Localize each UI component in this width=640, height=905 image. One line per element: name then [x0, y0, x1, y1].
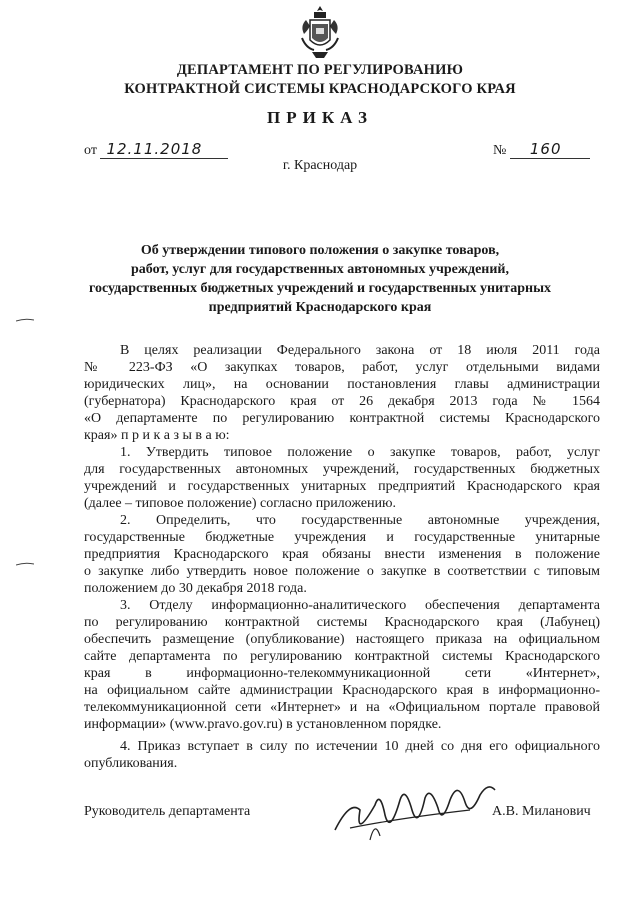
subject-line: государственных бюджетных учреждений и государственных унитарных [88, 281, 551, 296]
number-value: 160 [510, 140, 590, 159]
margin-mark [16, 562, 34, 566]
body-line: (губернатора) Краснодарского края от 26 декабря 2013 года № 1564 [84, 394, 600, 409]
subject-line: работ, услуг для государственных автономных учреждений, [131, 262, 509, 277]
department-name-line2: КОНТРАКТНОЙ СИСТЕМЫ КРАСНОДАРСКОГО КРАЯ [124, 81, 516, 97]
body-line: государственные бюджетные учреждения и государственные унитарные [84, 530, 600, 545]
city: г. Краснодар [282, 158, 358, 173]
number-prefix: № [493, 143, 507, 158]
body-line: о закупке либо утвердить новое положение о закупке в соответствии с типовым [84, 564, 600, 579]
body-line: 3. Отделу информационно-аналитического обеспечения департамента [120, 598, 600, 613]
body-line: 2. Определить, что государственные автономные учреждения, [120, 513, 600, 528]
body-line: информации» (www.pravo.gov.ru) в установленном порядке. [84, 717, 442, 732]
signatory-name: А.В. Миланович [492, 804, 591, 819]
signatory-position: Руководитель департамента [84, 804, 251, 819]
document-type: ПРИКАЗ [267, 108, 373, 127]
body-line: положением до 30 декабря 2018 года. [84, 581, 307, 596]
body-line: 1. Утвердить типовое положение о закупке товаров, работ, услуг [120, 445, 600, 460]
body-line: юридических лиц», на основании постановления главы администрации [84, 377, 600, 392]
body-line: предприятия Краснодарского края обязаны внести изменения в положение [84, 547, 600, 562]
body-line: В целях реализации Федерального закона от 18 июля 2011 года [120, 343, 600, 358]
date-value: 12.11.2018 [100, 140, 228, 159]
body-line: края в информационно-телекоммуникационной сети «Интернет», [84, 666, 600, 681]
body-line: края» п р и к а з ы в а ю: [84, 428, 230, 443]
body-line: 4. Приказ вступает в силу по истечении 10 дней со дня его официального [120, 739, 600, 754]
body-line: учреждений и государственных унитарных предприятий Краснодарского края [84, 479, 600, 494]
body-line: телекоммуникационной сети «Интернет» и на «Официальном портале правовой [84, 700, 600, 715]
body-line: (далее – типовое положение) согласно приложению. [84, 496, 396, 511]
body-line: опубликования. [84, 756, 178, 771]
handwritten-signature [330, 770, 500, 850]
coat-of-arms-icon [296, 4, 344, 60]
subject-line: Об утверждении типового положения о закупке товаров, [140, 243, 500, 258]
body-line: сайте департамента по регулированию контрактной системы Краснодарского [84, 649, 600, 664]
date-prefix: от [84, 143, 97, 158]
number-field [493, 140, 590, 159]
subject-line: предприятий Краснодарского края [208, 300, 432, 315]
body-line: для государственных автономных учреждений, государственных бюджетных [84, 462, 600, 477]
date-field [84, 140, 228, 159]
body-line: обеспечить размещение (опубликование) настоящего приказа на официальном [84, 632, 600, 647]
body-line: по регулированию контрактной системы Краснодарского края (Лабунец) [84, 615, 600, 630]
department-name-line1: ДЕПАРТАМЕНТ ПО РЕГУЛИРОВАНИЮ [176, 62, 464, 78]
margin-mark [16, 318, 34, 322]
body-line: на официальном сайте администрации Краснодарского края в информационно- [84, 683, 600, 698]
body-line: № 223-ФЗ «О закупках товаров, работ, услуг отдельными видами [84, 360, 600, 375]
body-line: «О департаменте по регулированию контрактной системы Краснодарского [84, 411, 600, 426]
